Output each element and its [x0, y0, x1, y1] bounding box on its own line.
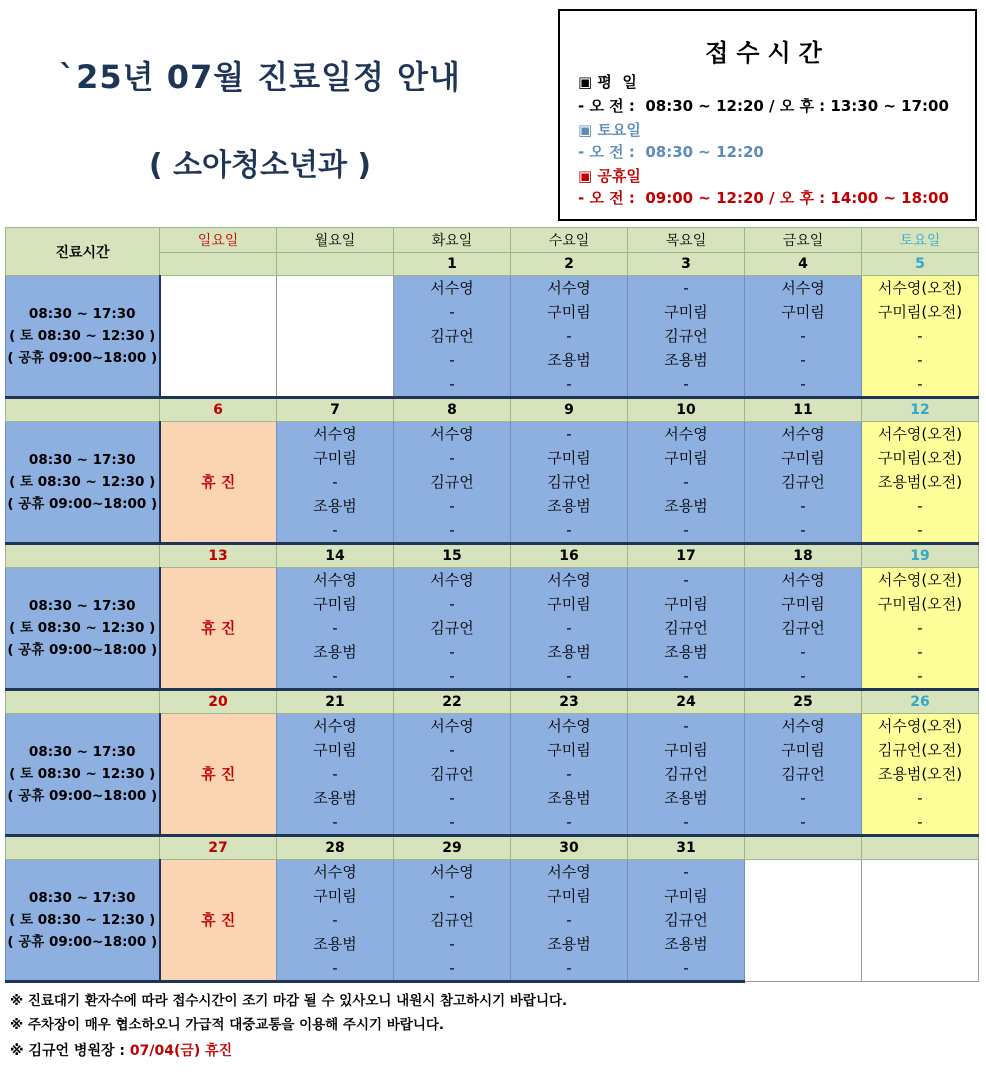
no-doctor-dash: -	[449, 887, 455, 905]
reception-title: 접수시간	[705, 39, 830, 67]
no-doctor-dash: -	[800, 375, 806, 393]
no-doctor-dash: -	[449, 667, 455, 685]
date-number: 25	[745, 690, 862, 714]
no-doctor-dash: -	[566, 619, 572, 637]
date-empty	[277, 253, 394, 276]
doctor-name: 서수영	[547, 717, 591, 735]
clinic-hours-line: 08:30 ~ 17:30	[28, 744, 136, 760]
doctor-name: 서수영	[781, 717, 825, 735]
weekday-label: ▣ 평 일	[578, 73, 637, 91]
date-number: 13	[160, 544, 277, 568]
no-doctor-dash: -	[332, 911, 338, 929]
doctor-name: 서수영(오전)	[877, 425, 963, 443]
empty-day-cell	[745, 860, 862, 982]
saturday-label: ▣ 토요일	[578, 121, 641, 139]
clinic-hours-cell	[6, 860, 160, 982]
saturday-schedule-cell	[862, 422, 979, 544]
day-schedule-cell	[745, 568, 862, 690]
empty-day-cell	[862, 860, 979, 982]
doctor-name: 구미림	[547, 449, 591, 467]
doctor-name: 구미림	[313, 887, 357, 905]
no-doctor-dash: -	[917, 619, 923, 637]
date-number: 21	[277, 690, 394, 714]
no-doctor-dash: -	[800, 351, 806, 369]
day-header-sun: 일요일	[160, 228, 277, 253]
date-number: 31	[628, 836, 745, 860]
no-doctor-dash: -	[449, 449, 455, 467]
doctor-name: 구미림	[547, 595, 591, 613]
no-doctor-dash: -	[683, 813, 689, 831]
doctor-name: 김규언	[781, 473, 825, 491]
closed-day-cell	[160, 568, 277, 690]
doctor-name: 서수영	[781, 279, 825, 297]
no-doctor-dash: -	[449, 643, 455, 661]
empty-day-cell	[277, 276, 394, 398]
doctor-name: 서수영	[313, 863, 357, 881]
doctor-name: 구미림(오전)	[877, 595, 963, 613]
notice-closure: 07/04(금) 휴진	[129, 1043, 233, 1059]
clinic-hours-cell	[6, 568, 160, 690]
day-schedule-cell	[628, 276, 745, 398]
no-doctor-dash: -	[566, 327, 572, 345]
doctor-name: 조용범	[547, 497, 591, 515]
doctor-name: 서수영	[313, 717, 357, 735]
doctor-name: 조용범	[664, 351, 708, 369]
holiday-label: ▣ 공휴일	[578, 167, 641, 185]
doctor-name: 서수영	[781, 571, 825, 589]
doctor-name: 조용범	[313, 497, 357, 515]
day-schedule-cell	[277, 714, 394, 836]
doctor-name: 구미림	[781, 303, 825, 321]
date-number: 3	[628, 253, 745, 276]
doctor-name: 김규언	[664, 619, 708, 637]
page-title: `25년 07월 진료일정 안내	[59, 58, 461, 96]
clinic-hours-line: 08:30 ~ 17:30	[28, 306, 136, 322]
day-schedule-cell	[277, 568, 394, 690]
clinic-hours-line: 08:30 ~ 17:30	[28, 452, 136, 468]
no-doctor-dash: -	[449, 789, 455, 807]
no-doctor-dash: -	[449, 935, 455, 953]
date-number: 22	[394, 690, 511, 714]
notice-line: ※ 주차장이 매우 협소하오니 가급적 대중교통을 이용해 주시기 바랍니다.	[10, 1017, 445, 1033]
no-doctor-dash: -	[566, 959, 572, 977]
doctor-name: 김규언	[430, 619, 474, 637]
day-schedule-cell	[394, 568, 511, 690]
doctor-name: 조용범	[664, 643, 708, 661]
doctor-name: 김규언	[430, 327, 474, 345]
doctor-name: 서수영	[547, 279, 591, 297]
date-number: 19	[862, 544, 979, 568]
no-doctor-dash: -	[917, 327, 923, 345]
date-number: 24	[628, 690, 745, 714]
saturday-hours: - 오 전 : 08:30 ~ 12:20	[578, 143, 764, 161]
date-row-spacer	[6, 836, 160, 860]
date-number: 18	[745, 544, 862, 568]
hours-header: 진료시간	[6, 228, 160, 276]
empty-day-cell	[160, 276, 277, 398]
doctor-name: 구미림	[664, 303, 708, 321]
doctor-name: 조용범(오전)	[877, 765, 963, 783]
no-doctor-dash: -	[800, 521, 806, 539]
doctor-name: 구미림	[664, 595, 708, 613]
page-subtitle: ( 소아청소년과 )	[148, 148, 372, 183]
date-number: 26	[862, 690, 979, 714]
clinic-hours-line: ( 토 08:30 ~ 12:30 )	[9, 474, 156, 490]
doctor-name: 서수영(오전)	[877, 717, 963, 735]
no-doctor-dash: -	[683, 521, 689, 539]
date-number: 28	[277, 836, 394, 860]
no-doctor-dash: -	[800, 813, 806, 831]
no-doctor-dash: -	[332, 667, 338, 685]
clinic-hours-cell	[6, 276, 160, 398]
day-schedule-cell	[511, 568, 628, 690]
no-doctor-dash: -	[449, 375, 455, 393]
no-doctor-dash: -	[683, 717, 689, 735]
clinic-hours-line: ( 토 08:30 ~ 12:30 )	[9, 912, 156, 928]
day-header-sat: 토요일	[862, 228, 979, 253]
doctor-name: 서수영(오전)	[877, 279, 963, 297]
day-schedule-cell	[394, 714, 511, 836]
day-schedule-cell	[511, 276, 628, 398]
doctor-name: 구미림	[313, 449, 357, 467]
doctor-name: 조용범	[547, 351, 591, 369]
no-doctor-dash: -	[917, 521, 923, 539]
date-number: 15	[394, 544, 511, 568]
doctor-name: 서수영	[664, 425, 708, 443]
clinic-hours-line: 08:30 ~ 17:30	[28, 598, 136, 614]
no-doctor-dash: -	[683, 279, 689, 297]
no-doctor-dash: -	[566, 667, 572, 685]
closed-label: 휴 진	[201, 765, 236, 783]
day-schedule-cell	[394, 860, 511, 982]
doctor-name: 구미림	[664, 887, 708, 905]
day-schedule-cell	[511, 714, 628, 836]
no-doctor-dash: -	[917, 351, 923, 369]
no-doctor-dash: -	[566, 911, 572, 929]
doctor-name: 조용범	[664, 935, 708, 953]
date-row-spacer	[6, 398, 160, 422]
doctor-name: 구미림	[664, 741, 708, 759]
no-doctor-dash: -	[566, 765, 572, 783]
saturday-schedule-cell	[862, 568, 979, 690]
date-row-spacer	[6, 690, 160, 714]
closed-day-cell	[160, 860, 277, 982]
no-doctor-dash: -	[917, 643, 923, 661]
clinic-hours-line: ( 공휴 09:00~18:00 )	[7, 496, 158, 512]
date-empty	[745, 836, 862, 860]
day-header-tue: 화요일	[394, 228, 511, 253]
doctor-name: 서수영	[430, 279, 474, 297]
day-schedule-cell	[277, 422, 394, 544]
no-doctor-dash: -	[332, 473, 338, 491]
closed-label: 휴 진	[201, 619, 236, 637]
doctor-name: 김규언	[664, 765, 708, 783]
doctor-name: 서수영	[430, 425, 474, 443]
doctor-name: 조용범	[664, 497, 708, 515]
clinic-hours-line: ( 공휴 09:00~18:00 )	[7, 350, 158, 366]
day-header-mon: 월요일	[277, 228, 394, 253]
doctor-name: 서수영	[430, 571, 474, 589]
doctor-name: 김규언	[547, 473, 591, 491]
no-doctor-dash: -	[566, 425, 572, 443]
day-header-wed: 수요일	[511, 228, 628, 253]
doctor-name: 구미림	[781, 741, 825, 759]
day-schedule-cell	[745, 714, 862, 836]
saturday-schedule-cell	[862, 714, 979, 836]
doctor-name: 조용범	[313, 643, 357, 661]
no-doctor-dash: -	[449, 497, 455, 515]
day-schedule-cell	[511, 422, 628, 544]
day-schedule-cell	[628, 568, 745, 690]
day-schedule-cell	[745, 276, 862, 398]
holiday-hours: - 오 전 : 09:00 ~ 12:20 / 오 후 : 14:00 ~ 18:00	[578, 189, 949, 207]
clinic-hours-line: ( 토 08:30 ~ 12:30 )	[9, 620, 156, 636]
day-schedule-cell	[628, 422, 745, 544]
doctor-name: 김규언	[781, 619, 825, 637]
no-doctor-dash: -	[449, 959, 455, 977]
date-number: 11	[745, 398, 862, 422]
date-number: 23	[511, 690, 628, 714]
day-header-fri: 금요일	[745, 228, 862, 253]
date-number: 4	[745, 253, 862, 276]
date-number: 6	[160, 398, 277, 422]
doctor-name: 조용범	[664, 789, 708, 807]
doctor-name: 김규언	[430, 765, 474, 783]
no-doctor-dash: -	[917, 667, 923, 685]
no-doctor-dash: -	[683, 375, 689, 393]
date-row-spacer	[6, 544, 160, 568]
no-doctor-dash: -	[332, 619, 338, 637]
date-empty	[160, 253, 277, 276]
no-doctor-dash: -	[800, 497, 806, 515]
clinic-hours-line: ( 공휴 09:00~18:00 )	[7, 934, 158, 950]
no-doctor-dash: -	[332, 959, 338, 977]
date-number: 14	[277, 544, 394, 568]
day-schedule-cell	[628, 714, 745, 836]
no-doctor-dash: -	[449, 351, 455, 369]
no-doctor-dash: -	[917, 497, 923, 515]
doctor-name: 구미림	[313, 741, 357, 759]
doctor-name: 김규언	[430, 911, 474, 929]
clinic-hours-cell	[6, 422, 160, 544]
no-doctor-dash: -	[683, 667, 689, 685]
doctor-name: 조용범	[547, 643, 591, 661]
no-doctor-dash: -	[566, 521, 572, 539]
clinic-hours-line: 08:30 ~ 17:30	[28, 890, 136, 906]
day-schedule-cell	[628, 860, 745, 982]
doctor-name: 구미림	[547, 887, 591, 905]
doctor-name: 구미림	[781, 595, 825, 613]
closed-day-cell	[160, 714, 277, 836]
no-doctor-dash: -	[683, 571, 689, 589]
doctor-name: 김규언	[781, 765, 825, 783]
no-doctor-dash: -	[449, 741, 455, 759]
date-number: 10	[628, 398, 745, 422]
doctor-name: 구미림	[664, 449, 708, 467]
closed-day-cell	[160, 422, 277, 544]
doctor-name: 구미림	[781, 449, 825, 467]
clinic-hours-line: ( 토 08:30 ~ 12:30 )	[9, 766, 156, 782]
doctor-name: 김규언	[664, 327, 708, 345]
reception-hours-box	[558, 9, 977, 221]
date-number: 29	[394, 836, 511, 860]
date-empty	[862, 836, 979, 860]
no-doctor-dash: -	[683, 863, 689, 881]
day-schedule-cell	[394, 422, 511, 544]
date-number: 17	[628, 544, 745, 568]
closed-label: 휴 진	[201, 911, 236, 929]
doctor-name: 구미림(오전)	[877, 449, 963, 467]
doctor-name: 서수영(오전)	[877, 571, 963, 589]
day-schedule-cell	[511, 860, 628, 982]
no-doctor-dash: -	[683, 473, 689, 491]
doctor-name: 구미림	[547, 741, 591, 759]
notice-line: ※ 진료대기 환자수에 따라 접수시간이 조기 마감 될 수 있사오니 내원시 참고하시기 바랍니다.	[10, 993, 568, 1009]
date-number: 7	[277, 398, 394, 422]
date-number: 5	[862, 253, 979, 276]
day-schedule-cell	[277, 860, 394, 982]
no-doctor-dash: -	[800, 327, 806, 345]
no-doctor-dash: -	[917, 375, 923, 393]
no-doctor-dash: -	[800, 667, 806, 685]
doctor-name: 김규언	[430, 473, 474, 491]
doctor-name: 서수영	[313, 425, 357, 443]
doctor-name: 김규언	[664, 911, 708, 929]
clinic-hours-line: ( 토 08:30 ~ 12:30 )	[9, 328, 156, 344]
weekday-hours: - 오 전 : 08:30 ~ 12:20 / 오 후 : 13:30 ~ 17:00	[578, 97, 949, 115]
clinic-hours-line: ( 공휴 09:00~18:00 )	[7, 642, 158, 658]
doctor-name: 구미림	[313, 595, 357, 613]
no-doctor-dash: -	[800, 789, 806, 807]
date-number: 2	[511, 253, 628, 276]
closed-label: 휴 진	[201, 473, 236, 491]
notice-prefix: ※ 김규언 병원장 :	[10, 1043, 130, 1059]
no-doctor-dash: -	[449, 595, 455, 613]
doctor-name: 서수영	[547, 571, 591, 589]
no-doctor-dash: -	[566, 375, 572, 393]
no-doctor-dash: -	[566, 813, 572, 831]
no-doctor-dash: -	[800, 643, 806, 661]
clinic-hours-cell	[6, 714, 160, 836]
date-number: 16	[511, 544, 628, 568]
date-number: 1	[394, 253, 511, 276]
date-number: 8	[394, 398, 511, 422]
day-schedule-cell	[394, 276, 511, 398]
no-doctor-dash: -	[332, 521, 338, 539]
doctor-name: 조용범	[313, 789, 357, 807]
date-number: 9	[511, 398, 628, 422]
doctor-name: 조용범	[547, 789, 591, 807]
saturday-schedule-cell	[862, 276, 979, 398]
doctor-name: 조용범(오전)	[877, 473, 963, 491]
doctor-name: 서수영	[430, 717, 474, 735]
no-doctor-dash: -	[917, 813, 923, 831]
doctor-name: 구미림	[547, 303, 591, 321]
schedule-table	[5, 227, 979, 983]
no-doctor-dash: -	[449, 813, 455, 831]
doctor-name: 서수영	[781, 425, 825, 443]
day-schedule-cell	[745, 422, 862, 544]
notice-line	[10, 1040, 232, 1060]
doctor-name: 서수영	[430, 863, 474, 881]
doctor-name: 서수영	[547, 863, 591, 881]
no-doctor-dash: -	[449, 521, 455, 539]
no-doctor-dash: -	[332, 765, 338, 783]
no-doctor-dash: -	[917, 789, 923, 807]
no-doctor-dash: -	[683, 959, 689, 977]
doctor-name: 김규언(오전)	[877, 741, 963, 759]
no-doctor-dash: -	[332, 813, 338, 831]
date-number: 12	[862, 398, 979, 422]
doctor-name: 구미림(오전)	[877, 303, 963, 321]
date-number: 27	[160, 836, 277, 860]
doctor-name: 조용범	[313, 935, 357, 953]
day-header-thu: 목요일	[628, 228, 745, 253]
doctor-name: 조용범	[547, 935, 591, 953]
date-number: 30	[511, 836, 628, 860]
no-doctor-dash: -	[449, 303, 455, 321]
date-number: 20	[160, 690, 277, 714]
clinic-hours-line: ( 공휴 09:00~18:00 )	[7, 788, 158, 804]
doctor-name: 서수영	[313, 571, 357, 589]
